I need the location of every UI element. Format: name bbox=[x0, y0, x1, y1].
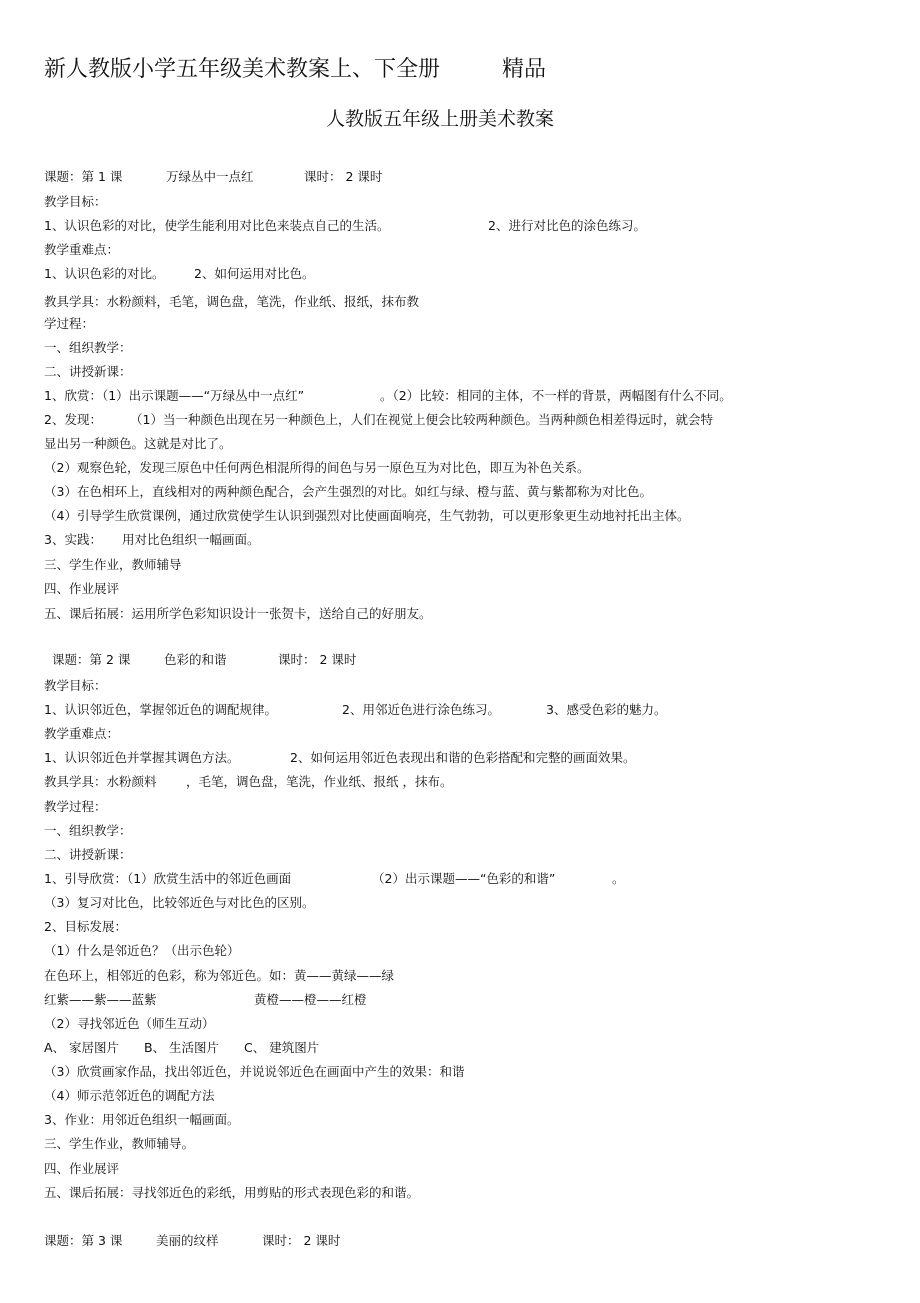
lesson2-key bbox=[44, 749, 635, 767]
lesson2-pictures bbox=[44, 1039, 319, 1057]
lesson2-what: （1）什么是邻近色？（出示色轮） bbox=[44, 943, 240, 958]
lesson2-find: （2）寻找邻近色（师生互动） bbox=[44, 1016, 215, 1031]
lesson2-example-1: 红紫——紫——蓝紫 bbox=[44, 992, 157, 1007]
lesson1-key bbox=[44, 265, 314, 283]
lesson1-heading bbox=[44, 168, 382, 186]
lesson1-goal-2: 2、进行对比色的涂色练习。 bbox=[488, 218, 646, 233]
lesson2-step-2: 二、讲授新课： bbox=[44, 847, 132, 862]
lesson1-step-3: 三、学生作业，教师辅导 bbox=[44, 557, 182, 572]
lesson1-step-5: 五、课后拓展：运用所学色彩知识设计一张贺卡，送给自己的好朋友。 bbox=[44, 606, 432, 621]
lesson1-step-4: 四、作业展评 bbox=[44, 581, 120, 596]
lesson2-goal-3: 3、感受色彩的魅力。 bbox=[546, 702, 667, 717]
lesson2-tools-2: ，毛笔，调色盘，笔洗，作业纸、报纸 ，抹布。 bbox=[186, 774, 453, 789]
lesson2-heading bbox=[52, 651, 356, 669]
lesson2-guide bbox=[44, 870, 625, 888]
lesson1-goals-label: 教学目标： bbox=[44, 194, 107, 209]
lesson1-point-3: （3）在色相环上，直线相对的两种颜色配合，会产生强烈的对比。如红与绿、橙与蓝、黄与紫都称为对比色。 bbox=[44, 484, 652, 499]
lesson2-key-2: 2、如何运用邻近色表现出和谐的色彩搭配和完整的画面效果。 bbox=[290, 750, 636, 765]
lesson2-goal-2: 2、用邻近色进行涂色练习。 bbox=[342, 702, 500, 717]
lesson1-practice-label: 3、实践： bbox=[44, 532, 102, 547]
lesson2-key-label: 教学重难点： bbox=[44, 726, 120, 741]
lesson2-picture-c: C、 建筑图片 bbox=[244, 1040, 320, 1055]
lesson2-examples bbox=[44, 991, 367, 1009]
lesson3-heading bbox=[44, 1232, 340, 1250]
lesson2-picture-a: A、 家居图片 bbox=[44, 1040, 120, 1055]
lesson1-step-1: 一、组织教学： bbox=[44, 340, 132, 355]
lesson2-appreciate: （3）欣赏画家作品，找出邻近色，并说说邻近色在画面中产生的效果：和谐 bbox=[44, 1064, 465, 1079]
lesson2-homework: 3、作业：用邻近色组织一幅画面。 bbox=[44, 1112, 240, 1127]
lesson1-point-2: （2）观察色轮，发现三原色中任何两色相混所得的间色与另一原色互为对比色，即互为补色关系。 bbox=[44, 460, 590, 475]
lesson2-tools-1: 教具学具：水粉颜料 bbox=[44, 774, 157, 789]
lesson2-goal-1: 1、认识邻近色，掌握邻近色的调配规律。 bbox=[44, 702, 277, 717]
lesson1-goal-1: 1、认识色彩的对比，使学生能利用对比色来装点自己的生活。 bbox=[44, 218, 390, 233]
lesson1-appreciate-2: 。（2）比较：相同的主体，不一样的背景，两幅图有什么不同。 bbox=[380, 388, 732, 403]
lesson2-review: （3）复习对比色，比较邻近色与对比色的区别。 bbox=[44, 895, 315, 910]
lesson1-practice bbox=[44, 531, 260, 549]
lesson2-hours: 课时： 2 课时 bbox=[278, 652, 357, 667]
lesson1-step-2: 二、讲授新课： bbox=[44, 364, 132, 379]
lesson2-key-1: 1、认识邻近色并掌握其调色方法。 bbox=[44, 750, 240, 765]
lesson1-key-2: 2、如何运用对比色。 bbox=[194, 266, 315, 281]
lesson1-discover-label: 2、发现： bbox=[44, 412, 102, 427]
lesson1-name: 万绿丛中一点红 bbox=[166, 169, 254, 184]
lesson1-key-label: 教学重难点： bbox=[44, 242, 120, 257]
lesson1-key-1: 1、认识色彩的对比。 bbox=[44, 266, 165, 281]
lesson2-example-2: 黄橙——橙——红橙 bbox=[254, 992, 367, 1007]
lesson1-tools: 教具学具：水粉颜料，毛笔，调色盘，笔洗，作业纸、报纸，抹布教 bbox=[44, 294, 420, 309]
lesson2-guide-2: （2）出示课题——“色彩的和谐” bbox=[372, 871, 556, 886]
lesson1-discover-cont: 显出另一种颜色。这就是对比了。 bbox=[44, 436, 232, 451]
document-title bbox=[44, 54, 546, 86]
lesson2-picture-b: B、 生活图片 bbox=[144, 1040, 220, 1055]
lesson1-number: 课题：第 1 课 bbox=[44, 169, 123, 184]
lesson2-guide-3: 。 bbox=[612, 871, 625, 886]
lesson1-hours: 课时： 2 课时 bbox=[304, 169, 383, 184]
lesson1-appreciate-1: 1、欣赏：（1）出示课题——“万绿丛中一点红” bbox=[44, 388, 305, 403]
lesson2-guide-1: 1、引导欣赏：（1）欣赏生活中的邻近色画面 bbox=[44, 871, 292, 886]
lesson1-point-4: （4）引导学生欣赏课例，通过欣赏使学生认识到强烈对比使画面响亮，生气勃勃，可以更形象更生动地衬托出主体。 bbox=[44, 508, 690, 523]
lesson1-discover bbox=[44, 411, 713, 429]
lesson2-goals-label: 教学目标： bbox=[44, 678, 107, 693]
lesson1-discover-text: （1）当一种颜色出现在另一种颜色上，人们在视觉上便会比较两种颜色。当两种颜色相差得远时，就会特 bbox=[130, 412, 713, 427]
lesson2-step-3: 三、学生作业，教师辅导。 bbox=[44, 1136, 195, 1151]
lesson2-process-label: 教学过程： bbox=[44, 799, 107, 814]
lesson2-target-label: 2、目标发展： bbox=[44, 919, 127, 934]
lesson2-demo: （4）师示范邻近色的调配方法 bbox=[44, 1088, 215, 1103]
lesson1-practice-text: 用对比色组织一幅画面。 bbox=[122, 532, 260, 547]
title-main: 新人教版小学五年级美术教案上、下全册 bbox=[44, 57, 441, 82]
lesson3-number: 课题：第 3 课 bbox=[44, 1233, 123, 1248]
lesson2-goals bbox=[44, 701, 666, 719]
lesson3-hours: 课时： 2 课时 bbox=[262, 1233, 341, 1248]
lesson1-goals bbox=[44, 217, 646, 235]
lesson2-number: 课题：第 2 课 bbox=[52, 652, 131, 667]
lesson2-name: 色彩的和谐 bbox=[164, 652, 227, 667]
lesson2-step-4: 四、作业展评 bbox=[44, 1161, 120, 1176]
lesson3-name: 美丽的纹样 bbox=[156, 1233, 219, 1248]
document-subtitle: 人教版五年级上册美术教案 bbox=[326, 108, 555, 130]
lesson1-appreciate bbox=[44, 387, 732, 405]
lesson2-step-5: 五、课后拓展：寻找邻近色的彩纸，用剪贴的形式表现色彩的和谐。 bbox=[44, 1185, 420, 1200]
lesson2-step-1: 一、组织教学： bbox=[44, 823, 132, 838]
lesson1-process-label: 学过程： bbox=[44, 316, 95, 331]
title-suffix: 精品 bbox=[502, 57, 547, 82]
lesson2-definition: 在色环上，相邻近的色彩，称为邻近色。如：黄——黄绿——绿 bbox=[44, 968, 395, 983]
lesson2-tools bbox=[44, 773, 452, 791]
